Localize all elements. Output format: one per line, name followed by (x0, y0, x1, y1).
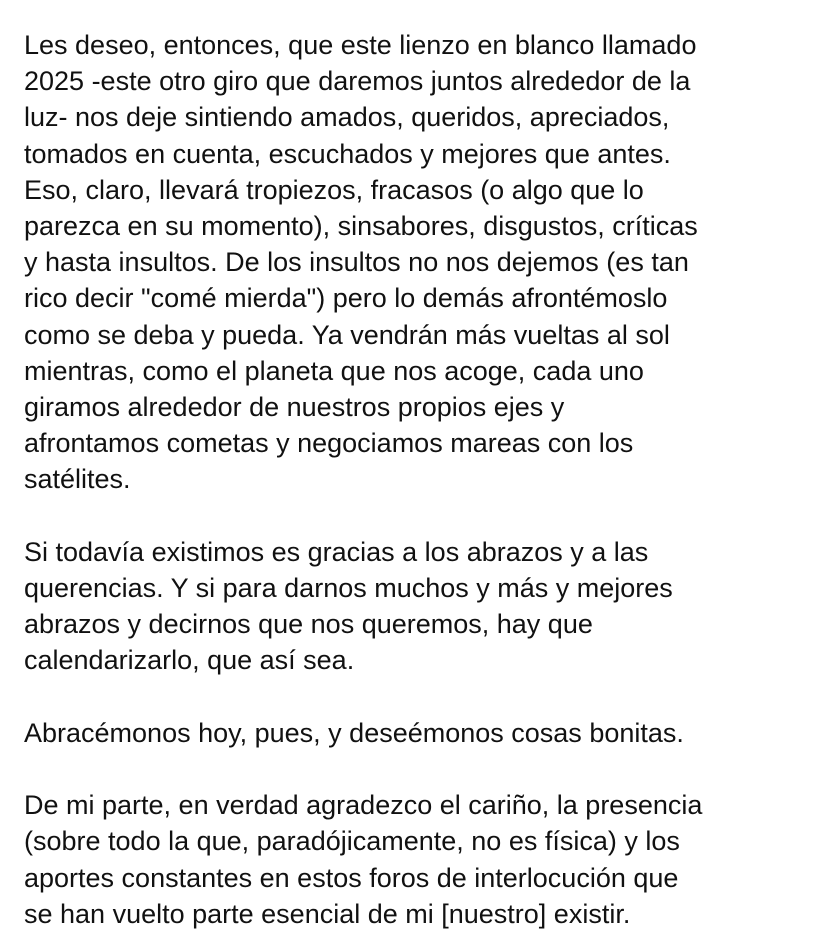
paragraph-spacer (24, 679, 814, 715)
text-line: Si todavía existimos es gracias a los abrazos y a las (24, 536, 649, 567)
text-line: rico decir "comé mierda") pero lo demás afrontémoslo (24, 283, 668, 314)
text-line: tomados en cuenta, escuchados y mejores que antes. (24, 138, 671, 169)
text-line: Les deseo, entonces, que este lienzo en blanco llamado (24, 30, 697, 60)
text-line: querencias. Y si para darnos muchos y más y mejores (24, 573, 673, 604)
text-line: afrontamos cometas y negociamos mareas con los (24, 428, 634, 459)
text-line: mientras, como el planeta que nos acoge, cada uno (24, 355, 644, 386)
text-line: giramos alrededor de nuestros propios ejes y (24, 392, 565, 423)
text-line: como se deba y pueda. Ya vendrán más vueltas al sol (24, 319, 670, 350)
paragraph-spacer (24, 751, 814, 787)
text-line: 2025 -este otro giro que daremos juntos alrededor de la (24, 66, 691, 97)
paragraph-hug-today (24, 715, 814, 751)
paragraph-spacer (24, 498, 814, 534)
text-line: parezca en su momento), sinsabores, disgustos, críticas (24, 211, 698, 242)
text-line: abrazos y decirnos que nos queremos, hay que (24, 609, 593, 640)
text-line: Eso, claro, llevará tropiezos, fracasos (o algo que lo (24, 174, 644, 205)
post-text-body (24, 27, 814, 932)
text-line: calendarizarlo, que así sea. (24, 645, 355, 676)
text-line: aportes constantes en estos foros de interlocución que (24, 862, 679, 893)
text-line: Abracémonos hoy, pues, y deseémonos cosas bonitas. (24, 717, 684, 748)
text-line: se han vuelto parte esencial de mi [nuestro] existir. (24, 898, 631, 929)
text-line: luz- nos deje sintiendo amados, queridos, apreciados, (24, 102, 670, 133)
paragraph-gratitude (24, 787, 814, 932)
text-line: y hasta insultos. De los insultos no nos dejemos (es tan (24, 247, 689, 278)
paragraph-wishes-2025 (24, 27, 814, 498)
text-line: De mi parte, en verdad agradezco el cariño, la presencia (24, 790, 703, 821)
text-line: (sobre todo la que, paradójicamente, no es física) y los (24, 826, 680, 857)
paragraph-hugs (24, 534, 814, 679)
text-line: satélites. (24, 464, 131, 495)
